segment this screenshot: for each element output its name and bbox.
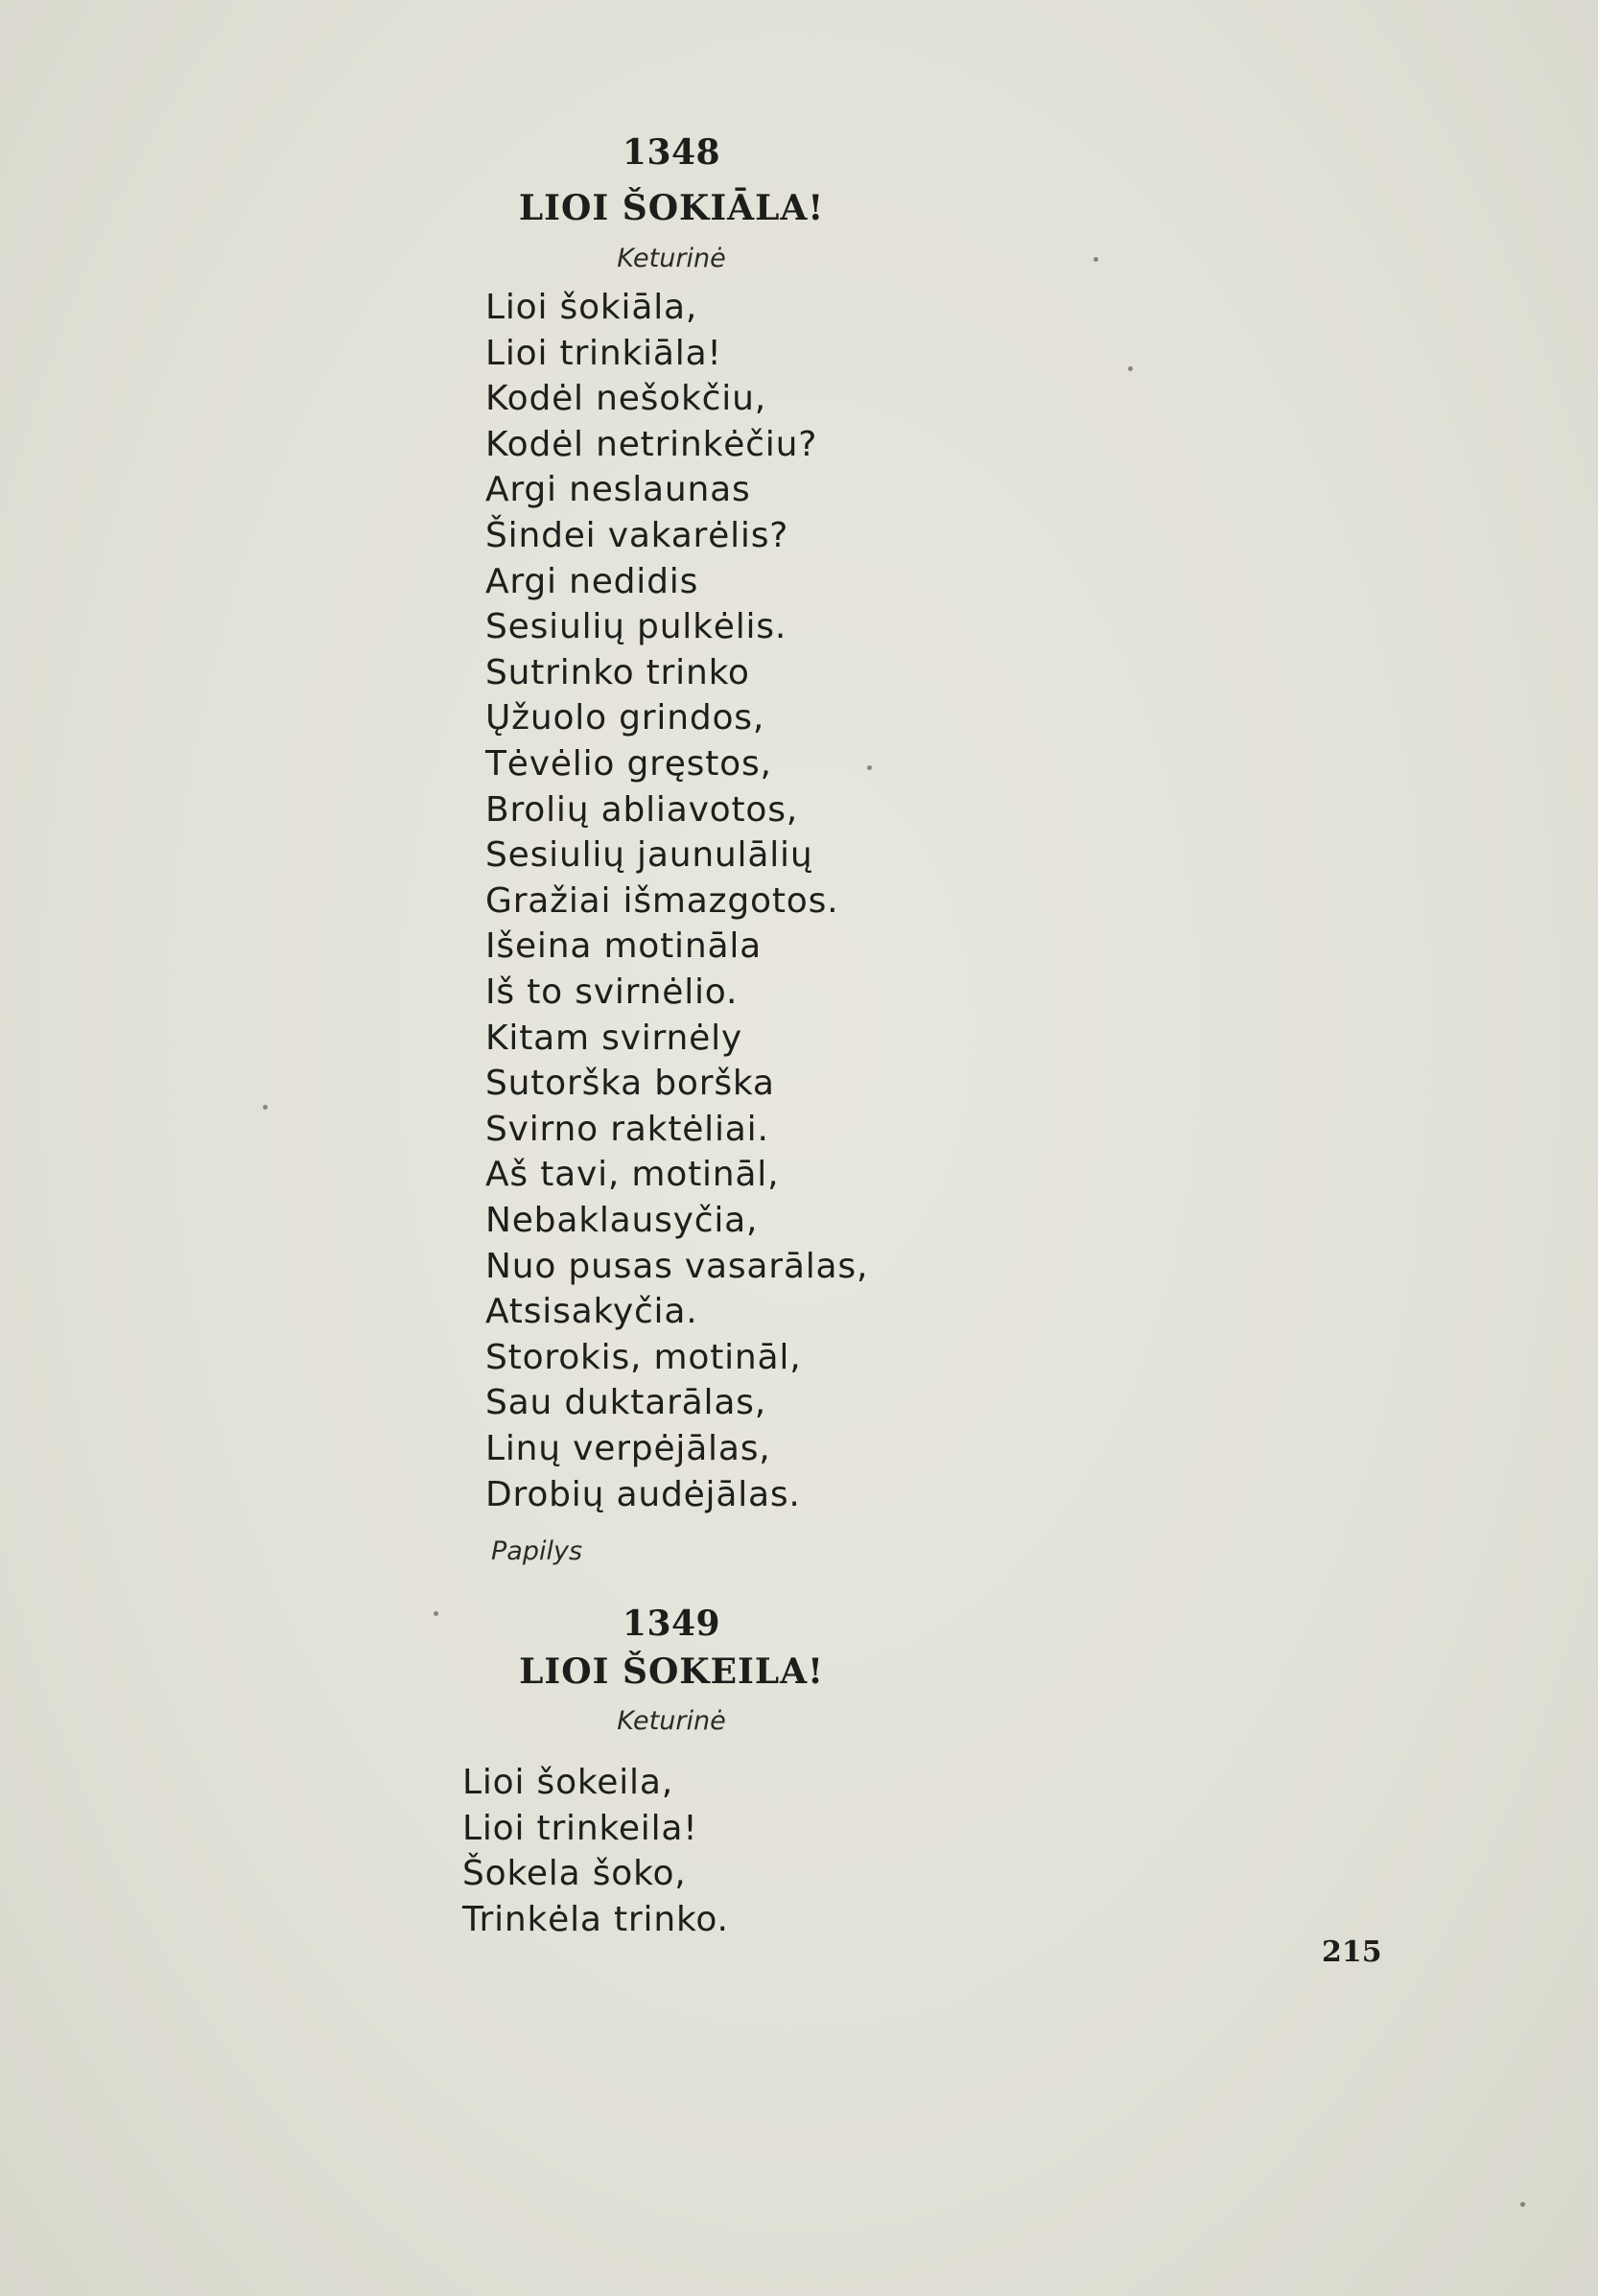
song-verses <box>485 288 984 1525</box>
verse-line: Drobių audėjālas. <box>485 1474 801 1514</box>
verse-line: Kitam svirnėly <box>485 1018 742 1058</box>
song-title: LIOI ŠOKEILA! <box>519 1652 824 1692</box>
verse-line: Išeina motināla <box>485 926 762 967</box>
verse-line: Atsisakyčia. <box>485 1292 698 1332</box>
song-title: LIOI ŠOKIĀLA! <box>518 188 825 228</box>
verse-line: Trinkėla trinko. <box>462 1899 729 1939</box>
verse-line: Lioi šokeila, <box>462 1763 673 1802</box>
place-of-recording: Papilys <box>491 1536 583 1566</box>
verse-line: Argi neslaunas <box>485 470 751 510</box>
paper-speck <box>263 1105 268 1110</box>
verse-line: Svirno raktėliai. <box>485 1109 769 1149</box>
paper-speck <box>1520 2202 1525 2207</box>
song-genre: Keturinė <box>617 1706 726 1736</box>
verse-line: Nuo pusas vasarālas, <box>485 1246 869 1286</box>
paper-speck <box>1093 257 1098 262</box>
verse-line: Šindei vakarėlis? <box>485 516 789 555</box>
page-number: 215 <box>1322 1935 1382 1969</box>
verse-line: Tėvėlio gręstos, <box>485 744 772 784</box>
verse-line: Kodėl nešokčiu, <box>485 379 766 419</box>
paper-speck <box>867 765 872 770</box>
verse-line: Sesiulių pulkėlis. <box>485 607 787 647</box>
verse-line: Nebaklausyčia, <box>485 1201 759 1240</box>
verse-line: Šokela šoko, <box>462 1854 687 1894</box>
verse-line: Gražiai išmazgotos. <box>485 880 839 921</box>
verse-line: Brolių abliavotos, <box>485 789 799 830</box>
verse-line: Sau duktarālas, <box>485 1383 766 1423</box>
paper-speck <box>1128 366 1133 371</box>
verse-line: Lioi trinkiāla! <box>485 333 722 373</box>
song-number: 1349 <box>622 1604 721 1644</box>
song-number: 1348 <box>622 132 721 173</box>
paper-speck <box>434 1611 438 1616</box>
verse-line: Iš to svirnėlio. <box>485 972 739 1012</box>
verse-line: Linų verpėjālas, <box>485 1429 771 1468</box>
verse-line: Sesiulių jaunulālių <box>485 835 813 876</box>
verse-line: Lioi šokiāla, <box>485 288 698 327</box>
verse-line: Aš tavi, motināl, <box>485 1155 780 1195</box>
verse-line: Argi nedidis <box>485 561 699 601</box>
verse-line: Sutorška borška <box>485 1064 775 1104</box>
verse-line: Kodėl netrinkėčiu? <box>485 424 818 464</box>
verse-line: Ųžuolo grindos, <box>485 698 765 738</box>
verse-line: Storokis, motināl, <box>485 1337 802 1377</box>
verse-line: Sutrinko trinko <box>485 652 750 692</box>
song-genre: Keturinė <box>617 244 726 273</box>
verse-line: Lioi trinkeila! <box>462 1808 698 1848</box>
song-verses <box>462 1763 961 1955</box>
